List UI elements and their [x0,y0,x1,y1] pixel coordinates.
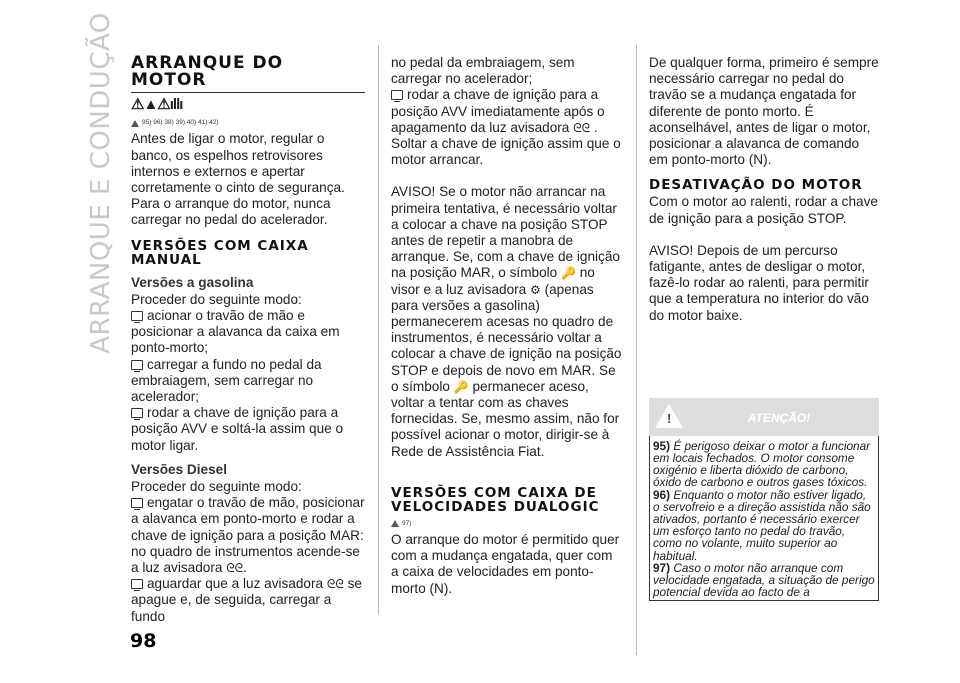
paragraph: Proceder do seguinte modo: [131,291,302,307]
paragraph: Soltar a chave de ignição assim que o motor arrancar. [391,136,621,168]
warning-item [653,440,875,489]
bullet-text-end: . [593,119,598,135]
warning-text: Enquanto o motor não estiver ligado, o servofreio e a direção assistida não são ativados, portanto é necessário exercer um esforço tanto no pedal do travão, como no volante, muito superior ao habitual. [653,487,871,563]
immobilizer-icon: 🔑 [561,266,576,281]
warning-number: 95) [653,438,671,453]
aviso-text: AVISO! Se o motor não arrancar na primeira tentativa, é necessário voltar a colocar a chave na posição STOP antes de repetir a manobra de arranque. Se, com a chave de ignição na posição MAR, o símbolo [391,184,620,281]
column-divider [378,45,379,615]
bullet-text: carregar a fundo no pedal da embraiagem, sem carregar no acelerador; [131,356,322,405]
bullet-icon [131,408,143,418]
bullet-icon [131,360,143,370]
aviso-text: no visor e a luz avisadora [391,265,595,297]
warning-symbols-icon: ⚠▲⚠ıllı [131,96,183,113]
paragraph: Proceder do seguinte modo: [131,479,302,495]
warning-references [131,115,365,131]
column-1 [131,55,365,625]
paragraph: no pedal da embraiagem, sem carregar no acelerador; [391,55,575,87]
aviso-paragraph: AVISO! Depois de um percurso fatigante, antes de desligar o motor, fazê-lo rodar ao ralenti, para permitir que a temperatura no interior do vão do motor baixe. [649,242,869,323]
bullet-icon [131,311,143,321]
warning-text: Caso o motor não arranque com velocidade engatada, a situação de perigo potencial devida ao facto de a [653,560,875,600]
bullet-item [131,357,365,406]
bullet-item [131,576,365,625]
bullet-text: rodar a chave de ignição para a posição AVV e soltá-la assim que o motor ligar. [131,405,344,453]
attention-box [649,436,879,602]
warning-item [653,562,875,599]
title-line-2: MOTOR [131,70,207,90]
bullet-icon [131,498,143,508]
attention-title: ATENÇÃO! [747,410,811,425]
intro-paragraph: Antes de ligar o motor, regular o banco, os espelhos retrovisores internos e externos e apertar corretamente o cinto de segurança. Para o arranque do motor, nunca carregar no pedal do acelerador. [131,131,345,228]
bullet-text-end: se apague e, de seguida, carregar a fundo [131,576,362,624]
column-2 [391,55,623,597]
column-divider [636,45,637,655]
side-title-text: ARRANQUE E CONDUÇÃO [86,12,116,354]
heading-desativacao: DESATIVAÇÃO DO MOTOR [649,177,863,194]
bullet-icon [131,579,143,589]
section-side-title [84,12,118,354]
warning-ref-text: 97) [402,519,412,527]
bullet-text: rodar a chave de ignição para a posição AVV imediatamente após o apagamento da luz avisadora [391,87,605,135]
warning-triangle-icon [391,520,399,527]
heading-manual: VERSÕES COM CAIXA MANUAL [131,237,309,268]
engine-warning-icon: ⚙ [530,282,541,297]
bullet-item [131,495,365,576]
section-title [131,55,365,93]
attention-banner [649,398,879,436]
warning-item [653,489,875,562]
column-3 [649,55,879,601]
glow-plug-icon: ᘓᘓ [326,577,344,592]
warning-ref-text: 95) 96) 38) 39) 40) 41) 42) [142,119,219,127]
bullet-text: engatar o travão de mão, posicionar a alavanca em ponto-morto e rodar a chave de ignição para a posição MAR: no quadro de instrumentos acende-se a luz avisadora [131,495,365,576]
warning-triangle-icon [131,120,139,127]
bullet-text: aguardar que a luz avisadora [147,576,324,592]
heading-dualogic: VERSÕES COM CAIXA DE VELOCIDADES DUALOGIC [391,484,600,515]
aviso-text: (apenas para versões a gasolina) permanecerem acesas no quadro de instrumentos, é necessário voltar a colocar a chave de ignição na posição STOP e depois de novo em MAR. Se o símbolo [391,281,622,394]
bullet-item [131,405,365,454]
heading-gasolina: Versões a gasolina [131,274,254,290]
page-number: 98 [130,630,157,652]
glow-plug-icon: ᘓᘓ [573,120,591,135]
heading-diesel: Versões Diesel [131,461,227,477]
glow-plug-icon: ᘓᘓ [226,561,244,576]
title-line-1: ARRANQUE DO [131,53,284,73]
warning-text: É perigoso deixar o motor a funcionar em locais fechados. O motor consome oxigénio e liberta dióxido de carbono, óxido de carbono e outros gases tóxicos. [653,438,871,490]
paragraph: O arranque do motor é permitido quer com a mudança engatada, quer com a caixa de velocidades em ponto-morto (N). [391,532,620,596]
warning-references [391,516,623,532]
warning-triangle-icon: ! [655,404,683,428]
immobilizer-icon: 🔑 [453,379,469,394]
bullet-item [391,87,623,136]
warning-number: 97) [653,560,671,575]
warning-number: 96) [653,487,671,502]
paragraph: Com o motor ao ralenti, rodar a chave de ignição para a posição STOP. [649,194,878,226]
bullet-icon [391,90,403,100]
aviso-paragraph [391,184,623,459]
paragraph: De qualquer forma, primeiro é sempre necessário carregar no pedal do travão se a mudança engatada for diferente de ponto morto. É aconselhável, antes de ligar o motor, posicionar a alavanca de comando em ponto-morto (N). [649,55,879,168]
bullet-item [131,308,365,357]
bullet-text: acionar o travão de mão e posicionar a alavanca da caixa em ponto-morto; [131,308,340,356]
bullet-text-end: . [243,560,247,576]
aviso-text: permanecer aceso, voltar a tentar com as chaves fornecidas. Se, mesmo assim, não for possível acionar o motor, dirigir-se à Rede de Assistência Fiat. [391,378,620,459]
